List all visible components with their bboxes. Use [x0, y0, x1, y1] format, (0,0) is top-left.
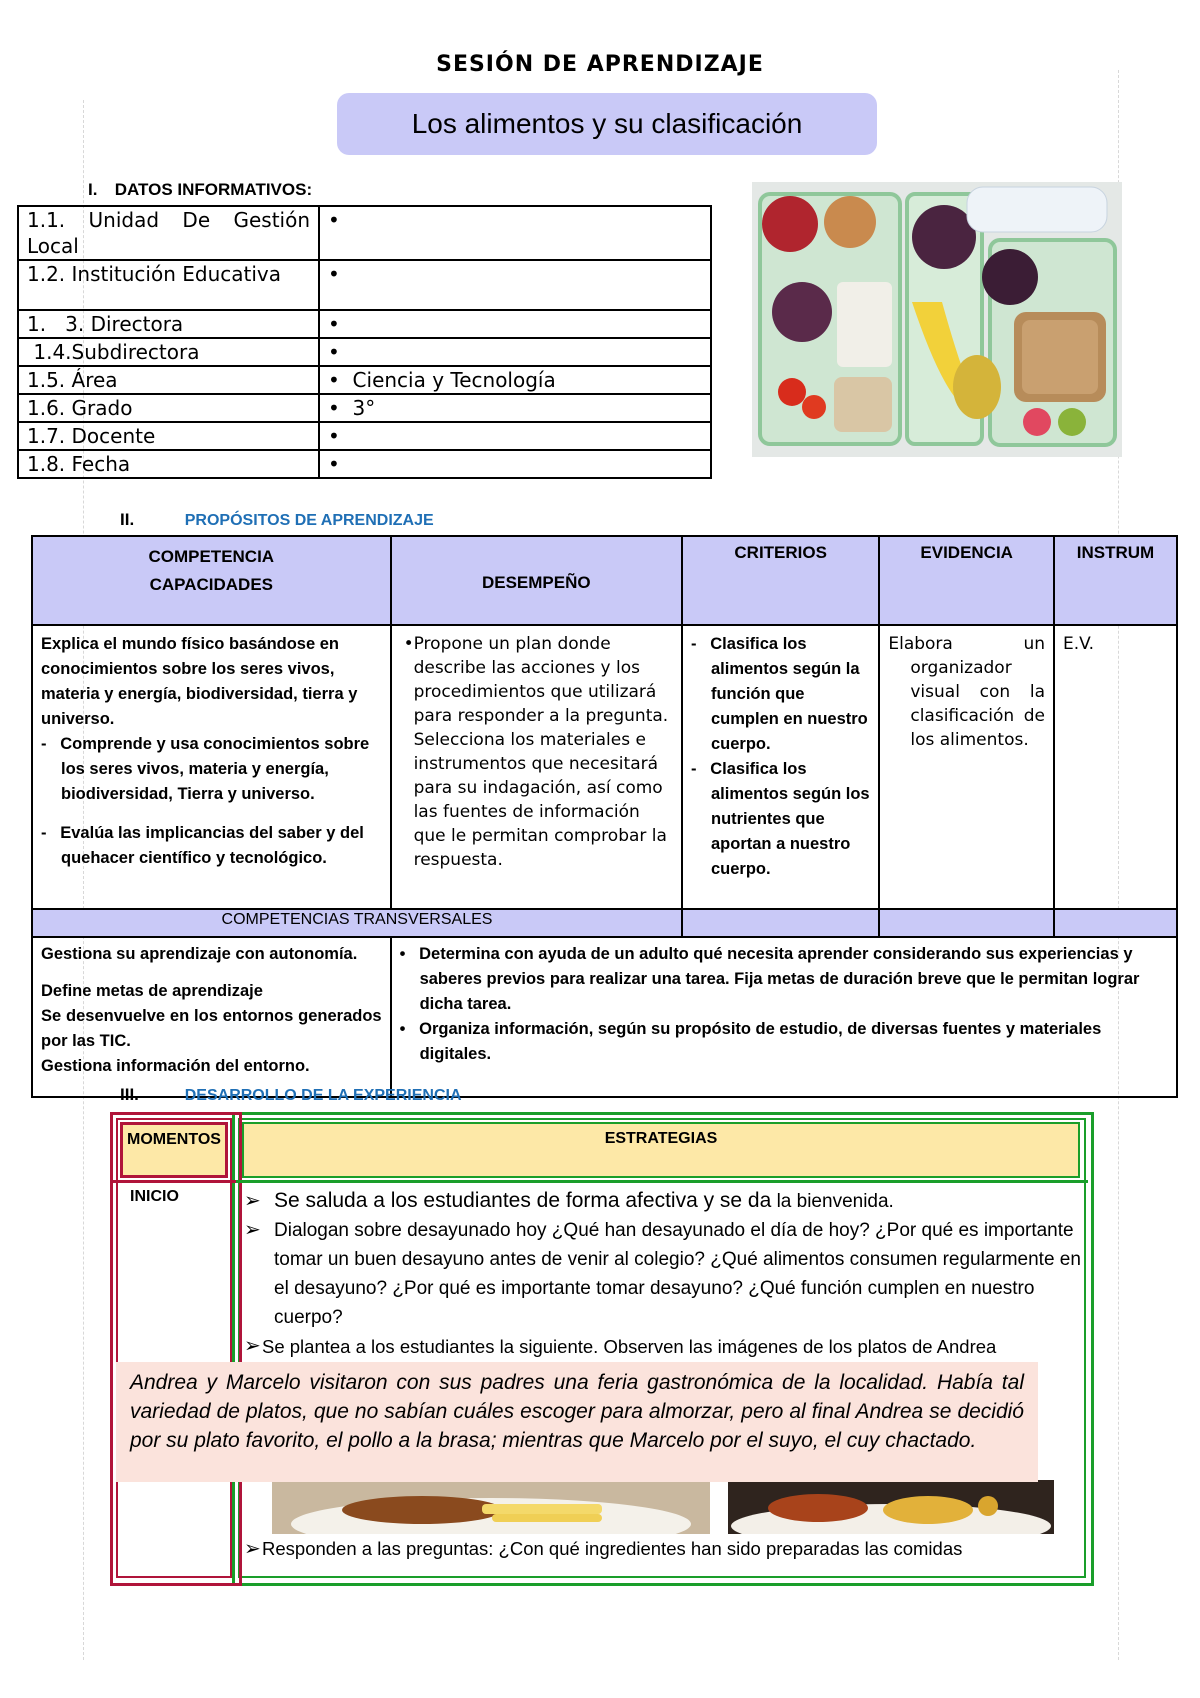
datos-label: 1. 3. Directora [18, 310, 319, 338]
datos-label: 1.1. Unidad De Gestión Local [18, 206, 319, 260]
transversal-desempeno: • Organiza información, según su propósito de estudio, de diversas fuentes y materiales digitales. [399, 1020, 1102, 1063]
datos-label: 1.2. Institución Educativa [18, 260, 319, 310]
instrumento-cell [1054, 625, 1177, 909]
datos-row [18, 422, 711, 450]
datos-value: • [319, 206, 711, 260]
transversales-header: COMPETENCIAS TRANSVERSALES [32, 909, 682, 937]
transversales-right-cell [391, 937, 1177, 1097]
arrow-bullet-icon: ➢ [244, 1335, 261, 1357]
page-title: SESIÓN DE APRENDIZAJE [436, 52, 764, 77]
transversales-empty-cell [682, 909, 879, 937]
instrumento-text: E.V. [1063, 634, 1094, 654]
datos-value: • Ciencia y Tecnología [319, 366, 711, 394]
datos-value: • [319, 338, 711, 366]
header-evidencia: EVIDENCIA [879, 536, 1054, 625]
datos-row [18, 260, 711, 310]
datos-value: • [319, 310, 711, 338]
arrow-bullet-icon: ➢ [244, 1190, 261, 1212]
cuy-chactado-image [728, 1480, 1054, 1534]
desempeno-text: •Propone un plan donde describe las acciones y los procedimientos que utilizará para responder a la pregunta. Selecciona los materiales e instrumentos que necesitará para su indagación, así como las fuentes de información que le permitan comprobar la respuesta. [403, 634, 669, 870]
transversal-competencia: Gestiona su aprendizaje con autonomía. [41, 945, 358, 963]
estrategia-item: ➢ Responden a las preguntas: ¿Con qué ingredientes han sido preparadas las comidas [244, 1538, 963, 1560]
momentos-header [120, 1122, 228, 1178]
datos-value: • [319, 450, 711, 478]
pollo-plate-illustration [272, 1480, 710, 1534]
datos-label: 1.7. Docente [18, 422, 319, 450]
datos-value: • [319, 260, 711, 310]
transversales-left-cell [32, 937, 391, 1097]
inicio-label: INICIO [130, 1188, 179, 1205]
datos-label: 1.5. Área [18, 366, 319, 394]
transversales-header-row [32, 909, 1177, 937]
section-1-heading [88, 180, 312, 200]
desempeno-cell [391, 625, 682, 909]
transversal-competencia: Se desenvuelve en los entornos generados por las TIC. [41, 1007, 382, 1050]
section-2-title: PROPÓSITOS DE APRENDIZAJE [184, 512, 434, 529]
transversal-desempeno: • Determina con ayuda de un adulto qué necesita aprender considerando sus experiencias y saberes previos para realizar una tarea. Fija metas de duración breve que le permitan lograr dicha tarea. [399, 945, 1140, 1013]
estrategia-item: ➢ Se plantea a los estudiantes la siguiente. Observen las imágenes de los platos de Andrea [244, 1332, 1082, 1361]
session-subtitle-banner [337, 93, 877, 155]
pollo-a-la-brasa-image [272, 1480, 710, 1534]
criterios-cell [682, 625, 879, 909]
competencia-cell [32, 625, 391, 909]
datos-row [18, 366, 711, 394]
section-1-title: DATOS INFORMATIVOS: [114, 180, 313, 199]
story-text: Andrea y Marcelo visitaron con sus padres una feria gastronómica de la localidad. Había tal variedad de platos, que no sabían cuáles escoger para almorzar, pero al final Andrea se decidió por su plato favorito, el pollo a la brasa; mientras que Marcelo por el suyo, el cuy chactado. [130, 1371, 1024, 1452]
datos-label: 1.4.Subdirectora [18, 338, 319, 366]
header-separator [110, 1180, 1088, 1183]
propositos-header-row [32, 536, 1177, 625]
datos-value: • 3° [319, 394, 711, 422]
transversales-empty-cell [1054, 909, 1177, 937]
propositos-table [31, 535, 1178, 1098]
datos-row [18, 206, 711, 260]
criterio-item: - Clasifica los alimentos según los nutrientes que aportan a nuestro cuerpo. [690, 760, 870, 878]
header-competencia: COMPETENCIA CAPACIDADES [32, 536, 391, 625]
header-separator-red [110, 1180, 236, 1183]
story-box [116, 1362, 1038, 1482]
section-2-number: II. [120, 510, 135, 529]
transversal-capacidad: Define metas de aprendizaje [41, 982, 263, 1000]
section-1-number: I. [88, 180, 98, 199]
transversales-empty-cell [879, 909, 1054, 937]
momentos-inner-frame [116, 1118, 232, 1578]
datos-label: 1.8. Fecha [18, 450, 319, 478]
datos-value: • [319, 422, 711, 450]
desarrollo-section [110, 1112, 1090, 1582]
header-desempeno: DESEMPEÑO [391, 536, 682, 625]
competencia-text: Explica el mundo físico basándose en conocimientos sobre los seres vivos, materia y energía, biodiversidad, tierra y universo. [41, 635, 358, 728]
criterio-item: - Clasifica los alimentos según la función que cumplen en nuestro cuerpo. [690, 635, 868, 753]
capacidad-item: - Comprende y usa conocimientos sobre los seres vivos, materia y energía, biodiversidad, Tierra y universo. [41, 735, 370, 803]
datos-row [18, 310, 711, 338]
datos-label: 1.6. Grado [18, 394, 319, 422]
estrategias-header [242, 1122, 1080, 1178]
datos-informativos-table [17, 205, 712, 479]
datos-row [18, 394, 711, 422]
lunchbox-illustration [752, 182, 1122, 457]
arrow-bullet-icon: ➢ [244, 1219, 261, 1241]
capacidad-item: - Evalúa las implicancias del saber y del quehacer científico y tecnológico. [41, 824, 364, 867]
estrategia-item: ➢ Dialogan sobre desayunado hoy ¿Qué han desayunado el día de hoy? ¿Por qué es importante tomar un buen desayuno antes de venir al colegio? ¿Qué alimentos consumen regularmente en el desayuno? ¿Por qué es importante tomar desayuno? ¿Qué función cumplen en nuestro cuerpo? [244, 1216, 1082, 1332]
cuy-plate-illustration [728, 1480, 1054, 1534]
lunchbox-food-image [752, 182, 1122, 457]
estrategias-label: ESTRATEGIAS [604, 1130, 718, 1147]
evidencia-text: Elabora un organizador visual con la clasificación de los alimentos. [888, 634, 1045, 750]
momentos-label: MOMENTOS [127, 1131, 221, 1148]
session-subtitle: Los alimentos y su clasificación [411, 108, 803, 139]
section-2-heading [120, 510, 434, 530]
transversal-capacidad: Gestiona información del entorno. [41, 1057, 310, 1075]
estrategia-item: ➢ Se saluda a los estudiantes de forma afectiva y se da la bienvenida. [244, 1186, 1082, 1216]
header-criterios: CRITERIOS [682, 536, 879, 625]
arrow-bullet-icon: ➢ [244, 1538, 261, 1560]
transversales-body-row [32, 937, 1177, 1097]
datos-row [18, 450, 711, 478]
section-3-title: DESARROLLO DE LA EXPERIENCIA [184, 1087, 462, 1104]
header-instrumento: INSTRUM [1054, 536, 1177, 625]
section-3-number: III. [120, 1085, 139, 1104]
section-3-heading [120, 1085, 462, 1105]
evidencia-cell [879, 625, 1054, 909]
estrategias-list [244, 1186, 1082, 1361]
propositos-body-row [32, 625, 1177, 909]
datos-row [18, 338, 711, 366]
